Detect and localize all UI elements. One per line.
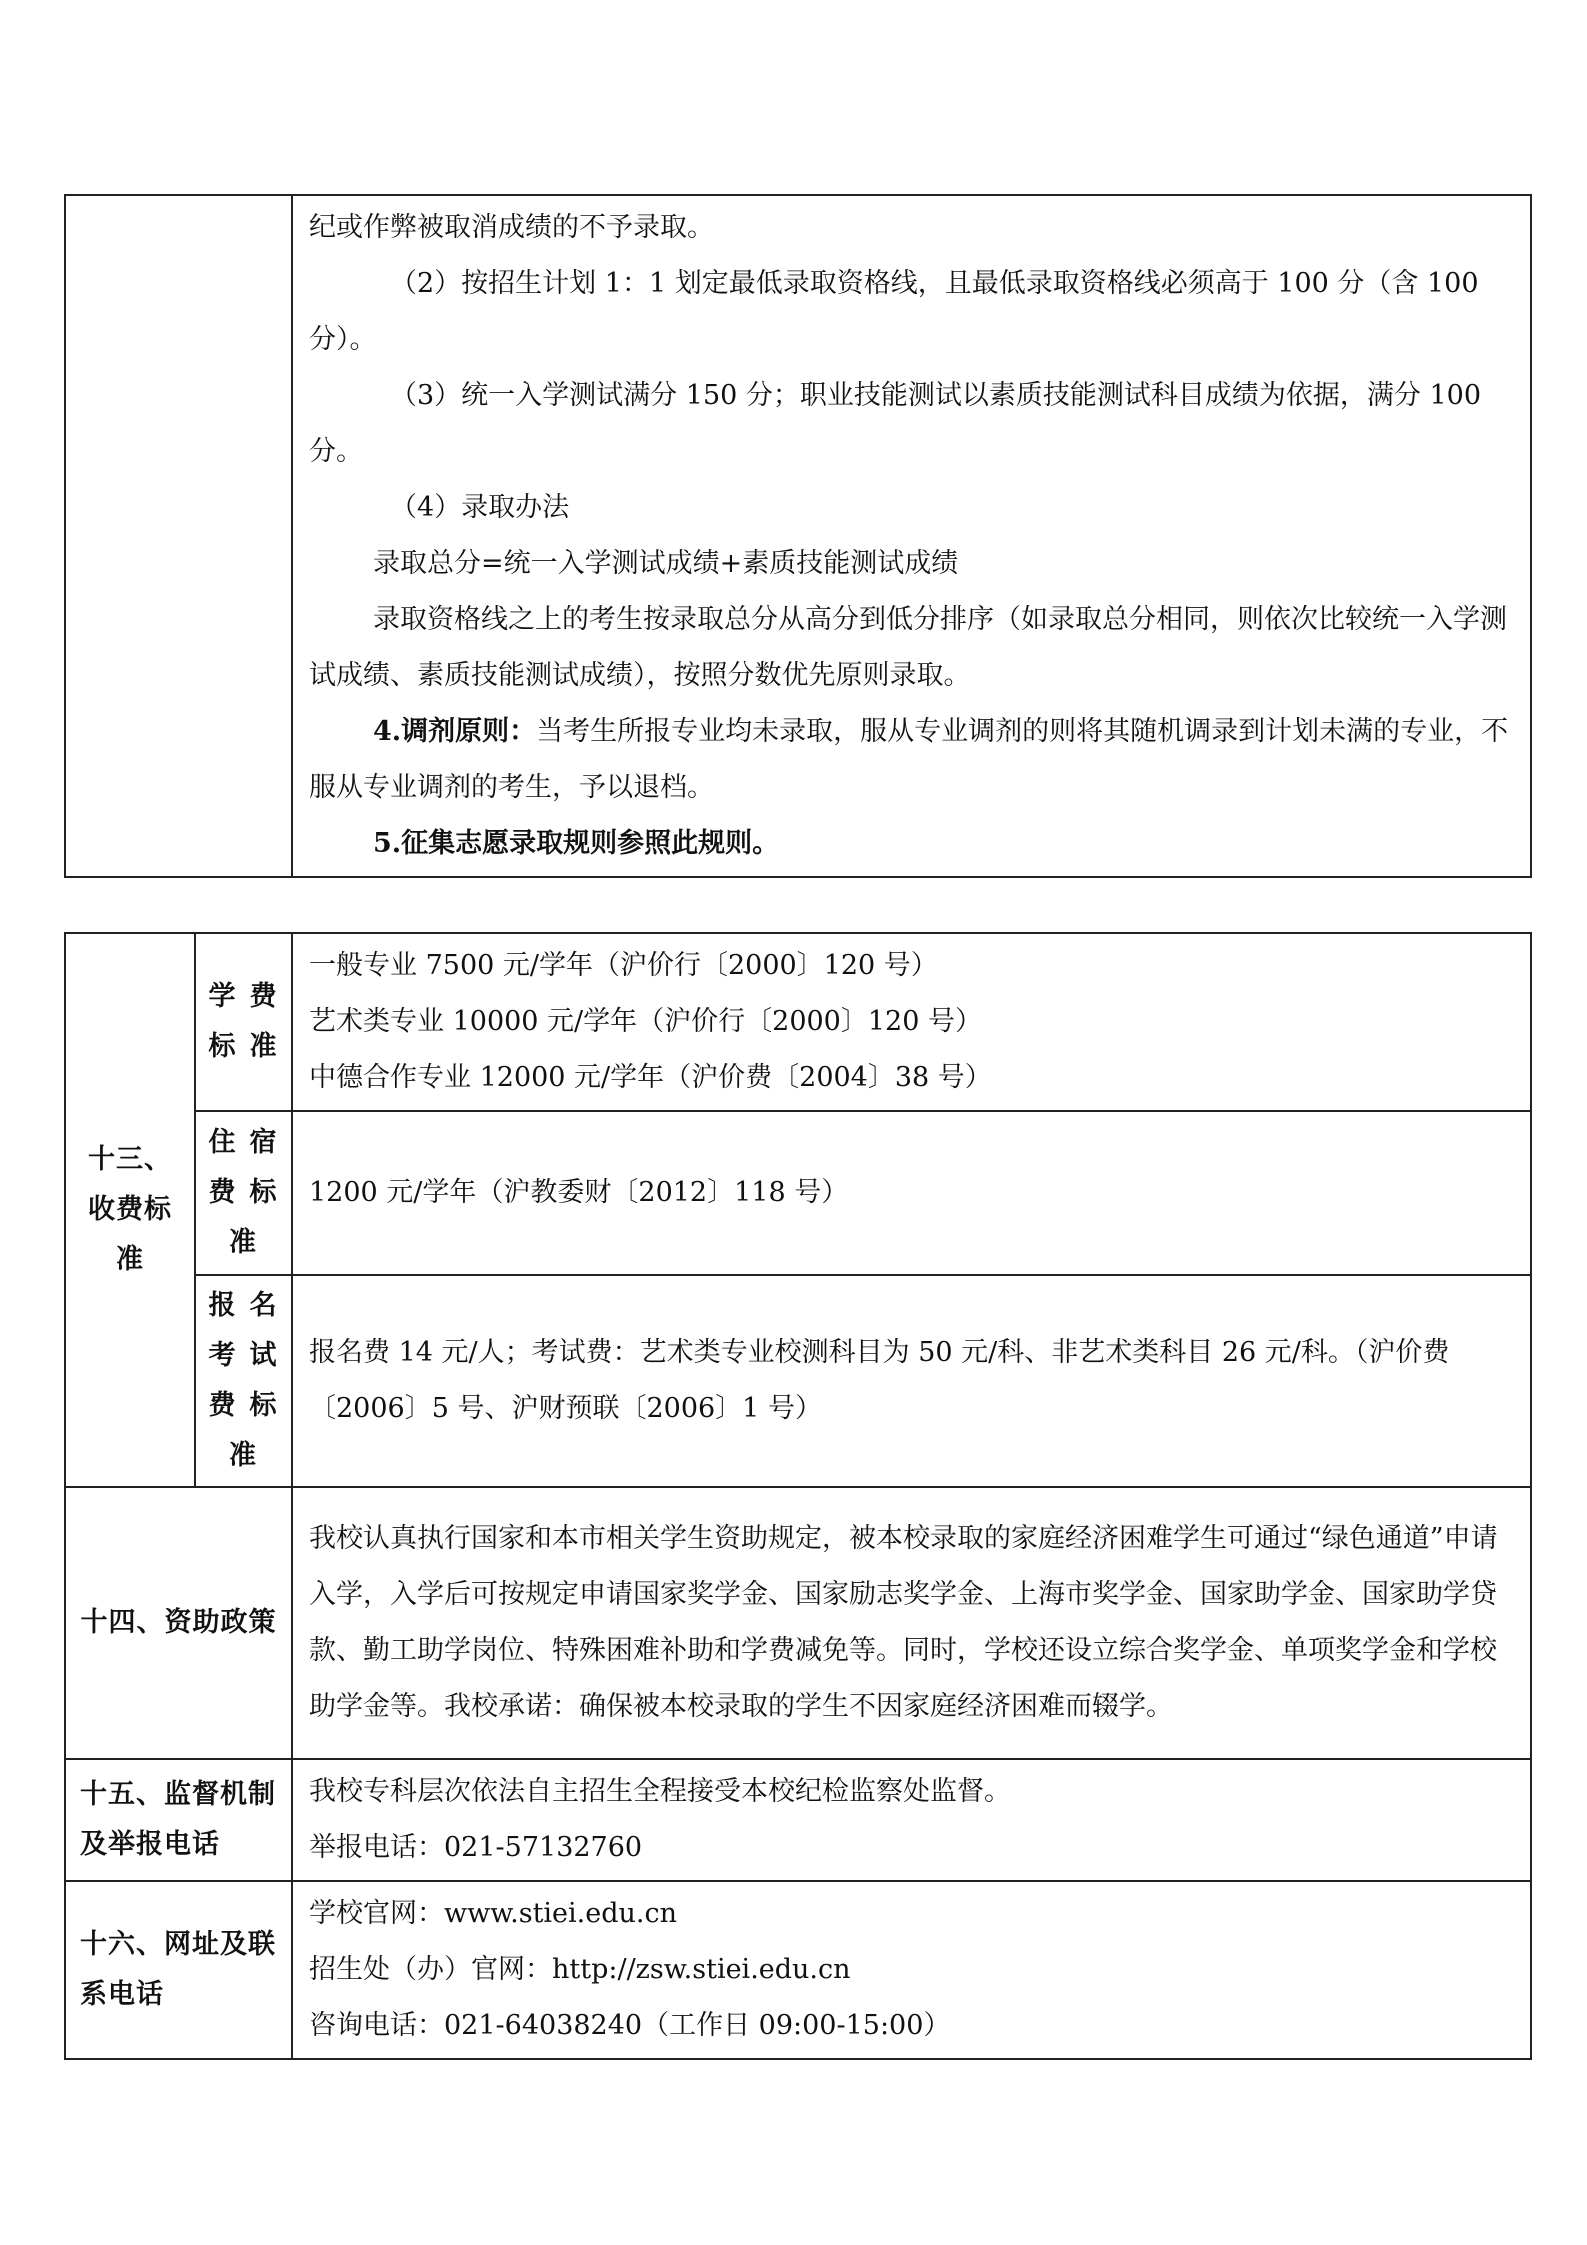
adjust-text: 当考生所报专业均未录取，服从专业调剂的则将其随机调录到计划未满的专业，不服从专业调剂的考生，予以退档。 [309,716,1509,803]
aid-label: 十四、资助政策 [65,1487,292,1759]
contact-website: 学校官网：www.stiei.edu.cn [309,1898,677,1929]
supervision-label: 十五、监督机制及举报电话 [65,1759,292,1881]
supervision-text: 我校专科层次依法自主招生全程接受本校纪检监察处监督。 [309,1776,1011,1807]
aid-text: 我校认真执行国家和本市相关学生资助规定，被本校录取的家庭经济困难学生可通过“绿色通道”申请入学，入学后可按规定申请国家奖学金、国家励志奖学金、上海市奖学金、国家助学金、国家助学贷款、勤工助学岗位、特殊困难补助和学费减免等。同时，学校还设立综合奖学金、单项奖学金和学校助学金等。我校承诺：确保被本校录取的学生不因家庭经济困难而辍学。 [309,1523,1498,1722]
supplement-rule: 5.征集志愿录取规则参照此规则。 [373,828,780,859]
tuition-content [292,933,1531,1111]
fees-section-label: 十三、收费标准 [65,933,195,1487]
contact-label: 十六、网址及联系电话 [65,1881,292,2059]
rule-line: （3）统一入学测试满分 150 分；职业技能测试以素质技能测试科目成绩为依据，满分 100 分。 [309,380,1481,467]
supervision-content [292,1759,1531,1881]
empty-label-cell [65,195,292,877]
rule-line: 纪或作弊被取消成绩的不予录取。 [309,212,714,243]
accommodation-text: 1200 元/学年（沪教委财〔2012〕118 号） [309,1177,849,1208]
registration-text: 报名费 14 元/人；考试费：艺术类专业校测科目为 50 元/科、非艺术类科目 26 元/科。（沪价费〔2006〕5 号、沪财预联〔2006〕1 号） [309,1337,1450,1424]
contact-phone: 咨询电话：021-64038240（工作日 09:00-15:00） [309,2010,951,2041]
adjust-title: 4.调剂原则： [373,716,537,747]
rule-line: （2）按招生计划 1：1 划定最低录取资格线，且最低录取资格线必须高于 100 分（含 100 分）。 [309,268,1479,355]
aid-content [292,1487,1531,1759]
contact-admission-site: 招生处（办）官网：http://zsw.stiei.edu.cn [309,1954,851,1985]
registration-label: 报名考试费标准 [195,1275,292,1487]
rule-line: 录取总分=统一入学测试成绩+素质技能测试成绩 [373,548,959,579]
accommodation-label: 住宿费标准 [195,1111,292,1275]
tuition-line: 艺术类专业 10000 元/学年（沪价行〔2000〕120 号） [309,1006,982,1037]
contact-content [292,1881,1531,2059]
supervision-phone: 举报电话：021-57132760 [309,1832,643,1863]
tuition-label: 学费标准 [195,933,292,1111]
tuition-line: 一般专业 7500 元/学年（沪价行〔2000〕120 号） [309,950,938,981]
accommodation-content [292,1111,1531,1275]
tuition-line: 中德合作专业 12000 元/学年（沪价费〔2004〕38 号） [309,1062,992,1093]
fees-contact-table [64,932,1532,2060]
admission-rules-content [292,195,1531,877]
rule-line: 录取资格线之上的考生按录取总分从高分到低分排序（如录取总分相同，则依次比较统一入学测试成绩、素质技能测试成绩），按照分数优先原则录取。 [309,604,1507,691]
adjust-rule [309,704,1516,816]
registration-content [292,1275,1531,1487]
rule-line: （4）录取办法 [390,492,570,523]
admission-rules-table [64,194,1532,878]
